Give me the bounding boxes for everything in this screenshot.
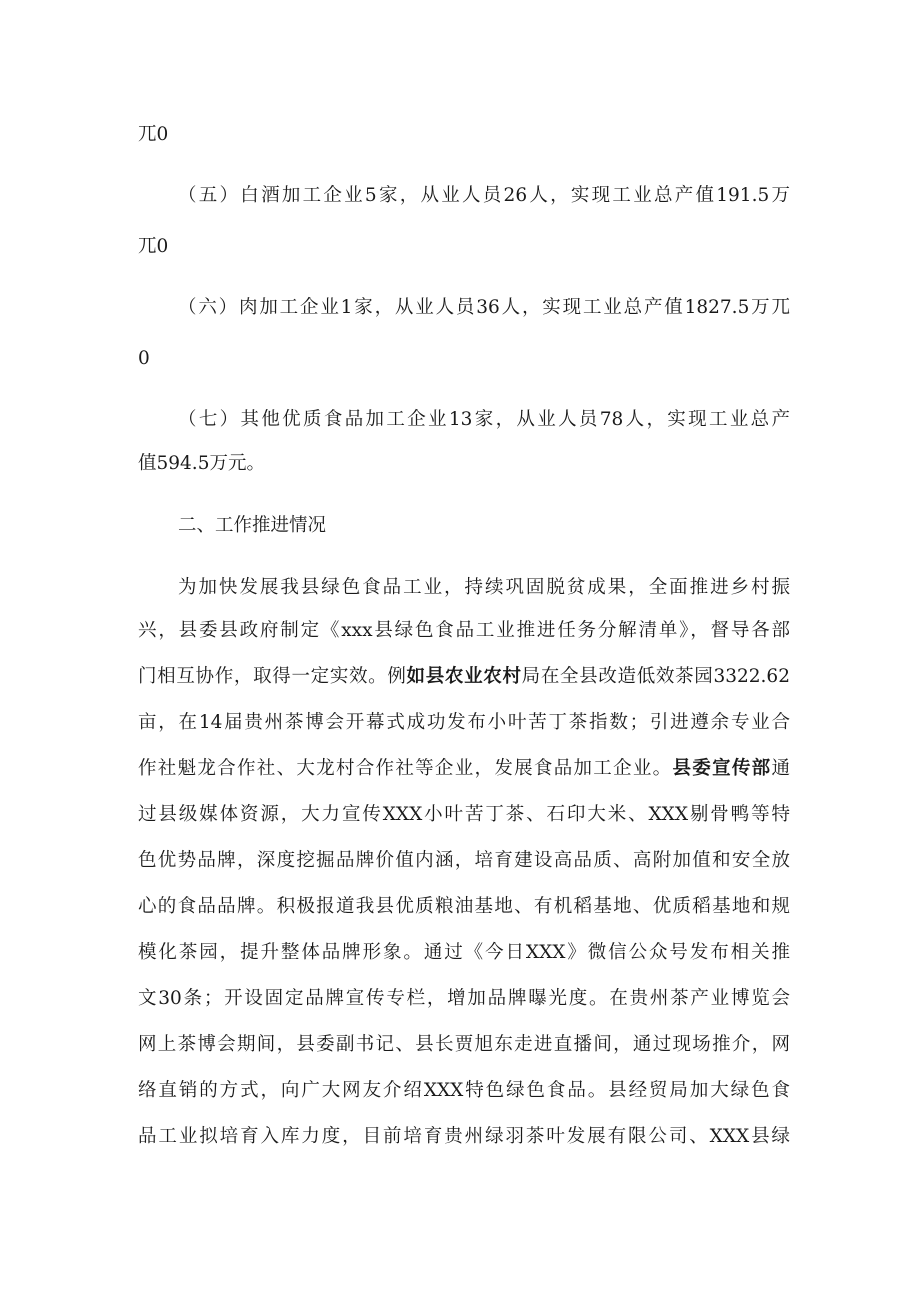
- section-heading: 二、工作推进情况: [178, 515, 327, 536]
- text-line: 品工业拟培育入库力度，目前培育贵州绿羽茶叶发展有限公司、XXX县绿: [138, 1126, 790, 1147]
- text-line: （六）肉加工企业1家，从业人员36人，实现工业总产值1827.5万兀: [178, 297, 790, 318]
- text-line: 网上茶博会期间，县委副书记、县长贾旭东走进直播间，通过现场推介，网: [138, 1034, 790, 1055]
- text-line: 模化茶园，提升整体品牌形象。通过《今日XXX》微信公众号发布相关推: [138, 942, 790, 963]
- text-line: 为加快发展我县绿色食品工业，持续巩固脱贫成果，全面推进乡村振: [178, 577, 790, 598]
- text-line: 色优势品牌，深度挖掘品牌价值内涵，培育建设高品质、高附加值和安全放: [138, 850, 790, 871]
- text-line: 兀0: [138, 236, 169, 257]
- text-line: 亩，在14届贵州茶博会开幕式成功发布小叶苦丁茶指数；引进遵余专业合: [138, 712, 790, 733]
- text-line: 作社魁龙合作社、大龙村合作社等企业，发展食品加工企业。县委宣传部通: [138, 758, 790, 779]
- text-line: 文30条；开设固定品牌宣传专栏，增加品牌曝光度。在贵州茶产业博览会: [138, 988, 790, 1009]
- text-line: 过县级媒体资源，大力宣传XXX小叶苦丁茶、石印大米、XXX剔骨鸭等特: [138, 804, 790, 825]
- text-line: 门相互协作，取得一定实效。例如县农业农村局在全县改造低效茶园3322.62: [138, 666, 790, 687]
- bold-phrase: 县委宣传部: [672, 758, 772, 779]
- text-line: 兴，县委县政府制定《xxx县绿色食品工业推进任务分解清单》，督导各部: [138, 620, 790, 641]
- text-line: 络直销的方式，向广大网友介绍XXX特色绿色食品。县经贸局加大绿色食: [138, 1080, 790, 1101]
- text-line: 0: [138, 348, 150, 369]
- bold-phrase: 如县农业农村: [406, 666, 522, 687]
- text-line: （五）白酒加工企业5家，从业人员26人，实现工业总产值191.5万: [178, 185, 790, 206]
- text-line: （七）其他优质食品加工企业13家，从业人员78人，实现工业总产: [178, 409, 790, 430]
- text-line: 兀0: [138, 124, 169, 145]
- text-line: 心的食品品牌。积极报道我县优质粮油基地、有机稻基地、优质稻基地和规: [138, 896, 790, 917]
- text-line: 值594.5万元。: [138, 453, 265, 474]
